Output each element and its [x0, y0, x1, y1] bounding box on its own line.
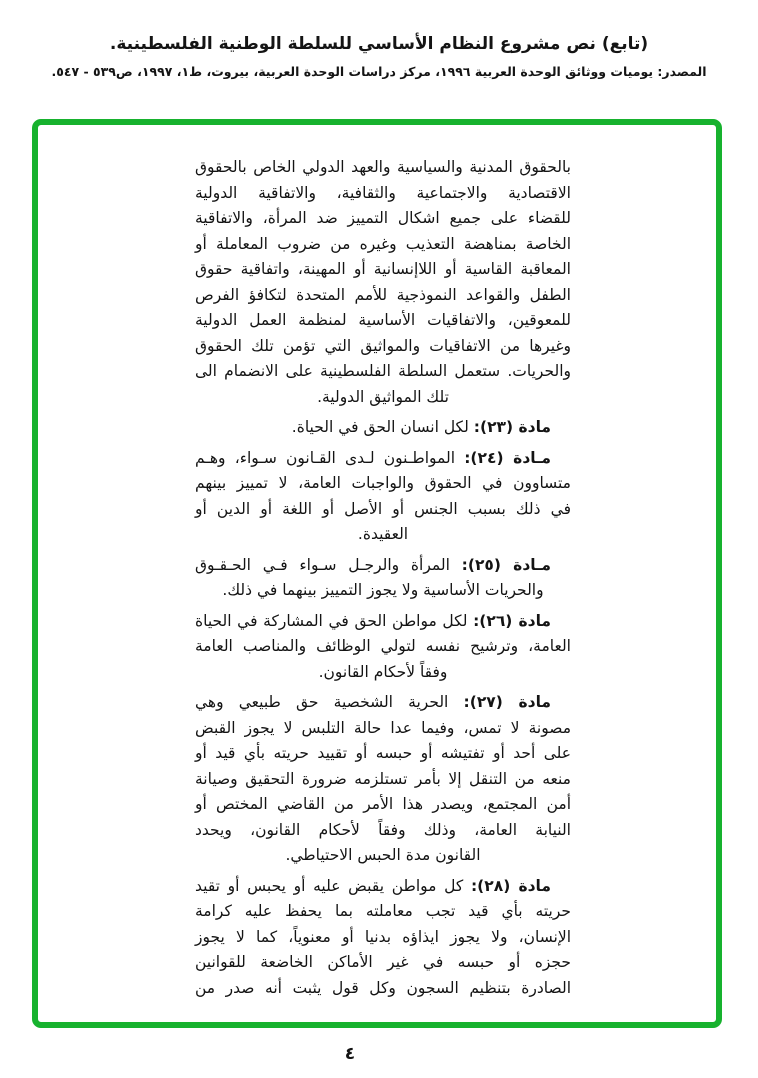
- text-line: مصونة لا تمس، وفيما عدا حالة التلبس لا يجوز القبض: [195, 718, 571, 737]
- text-column: [38, 125, 716, 1022]
- text-line: النيابة العامة، وذلك وفقاً لأحكام القانون، ويحدد: [195, 820, 571, 839]
- article-paragraph: [195, 874, 571, 1002]
- text-line: أمن المجتمع، ويصدر هذا الأمر من القاضي المختص أو: [195, 795, 571, 813]
- text-line: مادة (٢٦): لكل مواطن الحق في المشاركة في الحياة: [195, 611, 551, 630]
- text-line: وغيرها من الاتفاقيات والمواثيق التي تؤمن تلك الحقوق: [195, 336, 571, 355]
- article-paragraph: [195, 690, 571, 869]
- text-line: المعاقبة القاسية أو اللاإنسانية أو المهينة، واتفاقية حقوق: [195, 260, 571, 278]
- document-title: (تابع) نص مشروع النظام الأساسي للسلطة الوطنية الفلسطينية.: [109, 34, 649, 54]
- text-line: مادة (٢٧): الحرية الشخصية حق طبيعي وهي: [195, 693, 551, 711]
- article-paragraph: [195, 415, 571, 441]
- continuation-paragraph: [195, 155, 571, 410]
- text-line: في ذلك بسبب الجنس أو الأصل أو اللغة أو الدين أو: [195, 499, 571, 518]
- text-line: مادة (٢٣): لكل انسان الحق في الحياة.: [291, 418, 551, 436]
- article-paragraph: [195, 553, 571, 604]
- text-line: الاقتصادية والاجتماعية والثقافية، والاتفاقية الدولية: [195, 183, 571, 202]
- text-line: الطفل والقواعد النموذجية للأمم المتحدة لتكافؤ الفرص: [195, 285, 571, 304]
- page-number: ٤: [344, 1044, 356, 1064]
- text-line: حجزه أو حبسه في غير الأماكن الخاضعة للقوانين: [195, 953, 571, 971]
- text-line: على أحد أو تفتيشه أو حبسه أو تقييد حريته بأي قيد أو: [195, 744, 571, 762]
- text-line: حريته بأي قيد تجب معاملته بما يحفظ عليه كرامة: [195, 902, 571, 920]
- page-header: [0, 0, 758, 79]
- text-line: الخاصة بمناهضة التعذيب وغيره من ضروب المعاملة أو: [195, 234, 571, 253]
- text-line: العامة، وترشيح نفسه لتولي الوظائف والمناصب العامة: [195, 637, 571, 655]
- article-paragraph: [195, 609, 571, 686]
- content-border-box: [32, 119, 722, 1028]
- text-line: منعه من التنقل إلا بأمر تستلزمه ضرورة التحقيق وصيانة: [195, 769, 571, 788]
- source-citation: المصدر: يوميات ووثائق الوحدة العربية ١٩٩٦، مركز دراسات الوحدة العربية، بيروت، ط١، ١٩٩٧، ص٥٣٩ - ٥٤٧.: [51, 64, 707, 79]
- text-line: القانون مدة الحبس الاحتياطي.: [285, 846, 481, 864]
- text-line: العقيدة.: [357, 525, 409, 543]
- article-number-label: مـادة (٢٤):: [464, 448, 551, 467]
- article-paragraph: [195, 446, 571, 548]
- text-line: تلك المواثيق الدولية.: [317, 387, 449, 406]
- article-number-label: مادة (٢٧):: [463, 693, 551, 711]
- article-number-label: مادة (٢٣):: [473, 418, 551, 436]
- text-line: مـادة (٢٤): المواطـنون لـدى القـانون سـواء، وهـم: [195, 448, 551, 467]
- text-line: للقضاء على جميع اشكال التمييز ضد المرأة، والاتفاقية: [195, 209, 571, 227]
- article-number-label: مادة (٢٨):: [470, 876, 551, 895]
- text-line: متساوون في الحقوق والواجبات العامة، لا تمييز بينهم: [195, 474, 571, 492]
- text-line: الصادرة بتنظيم السجون وكل قول يثبت أنه صدر من: [195, 978, 571, 997]
- text-line: الإنسان، ولا يجوز ايذاؤه بدنيا أو معنوياً، كما لا يجوز: [195, 927, 571, 946]
- article-number-label: مـادة (٢٥):: [461, 555, 551, 574]
- text-line: مادة (٢٨): كل مواطن يقبض عليه أو يحبس أو تقيد: [195, 876, 551, 895]
- text-line: وفقاً لأحكام القانون.: [318, 662, 448, 681]
- text-line: والحريات الأساسية ولا يجوز التمييز بينهما في ذلك.: [222, 581, 544, 599]
- text-line: بالحقوق المدنية والسياسية والعهد الدولي الخاص بالحقوق: [195, 158, 571, 176]
- text-line: للمعوقين، والاتفاقيات الأساسية لمنظمة العمل الدولية: [195, 311, 571, 329]
- article-number-label: مادة (٢٦):: [473, 611, 551, 630]
- text-line: والحريات. ستعمل السلطة الفلسطينية على الانضمام الى: [195, 362, 571, 380]
- text-line: مـادة (٢٥): المرأة والرجـل سـواء فـي الحـقـوق: [195, 555, 551, 574]
